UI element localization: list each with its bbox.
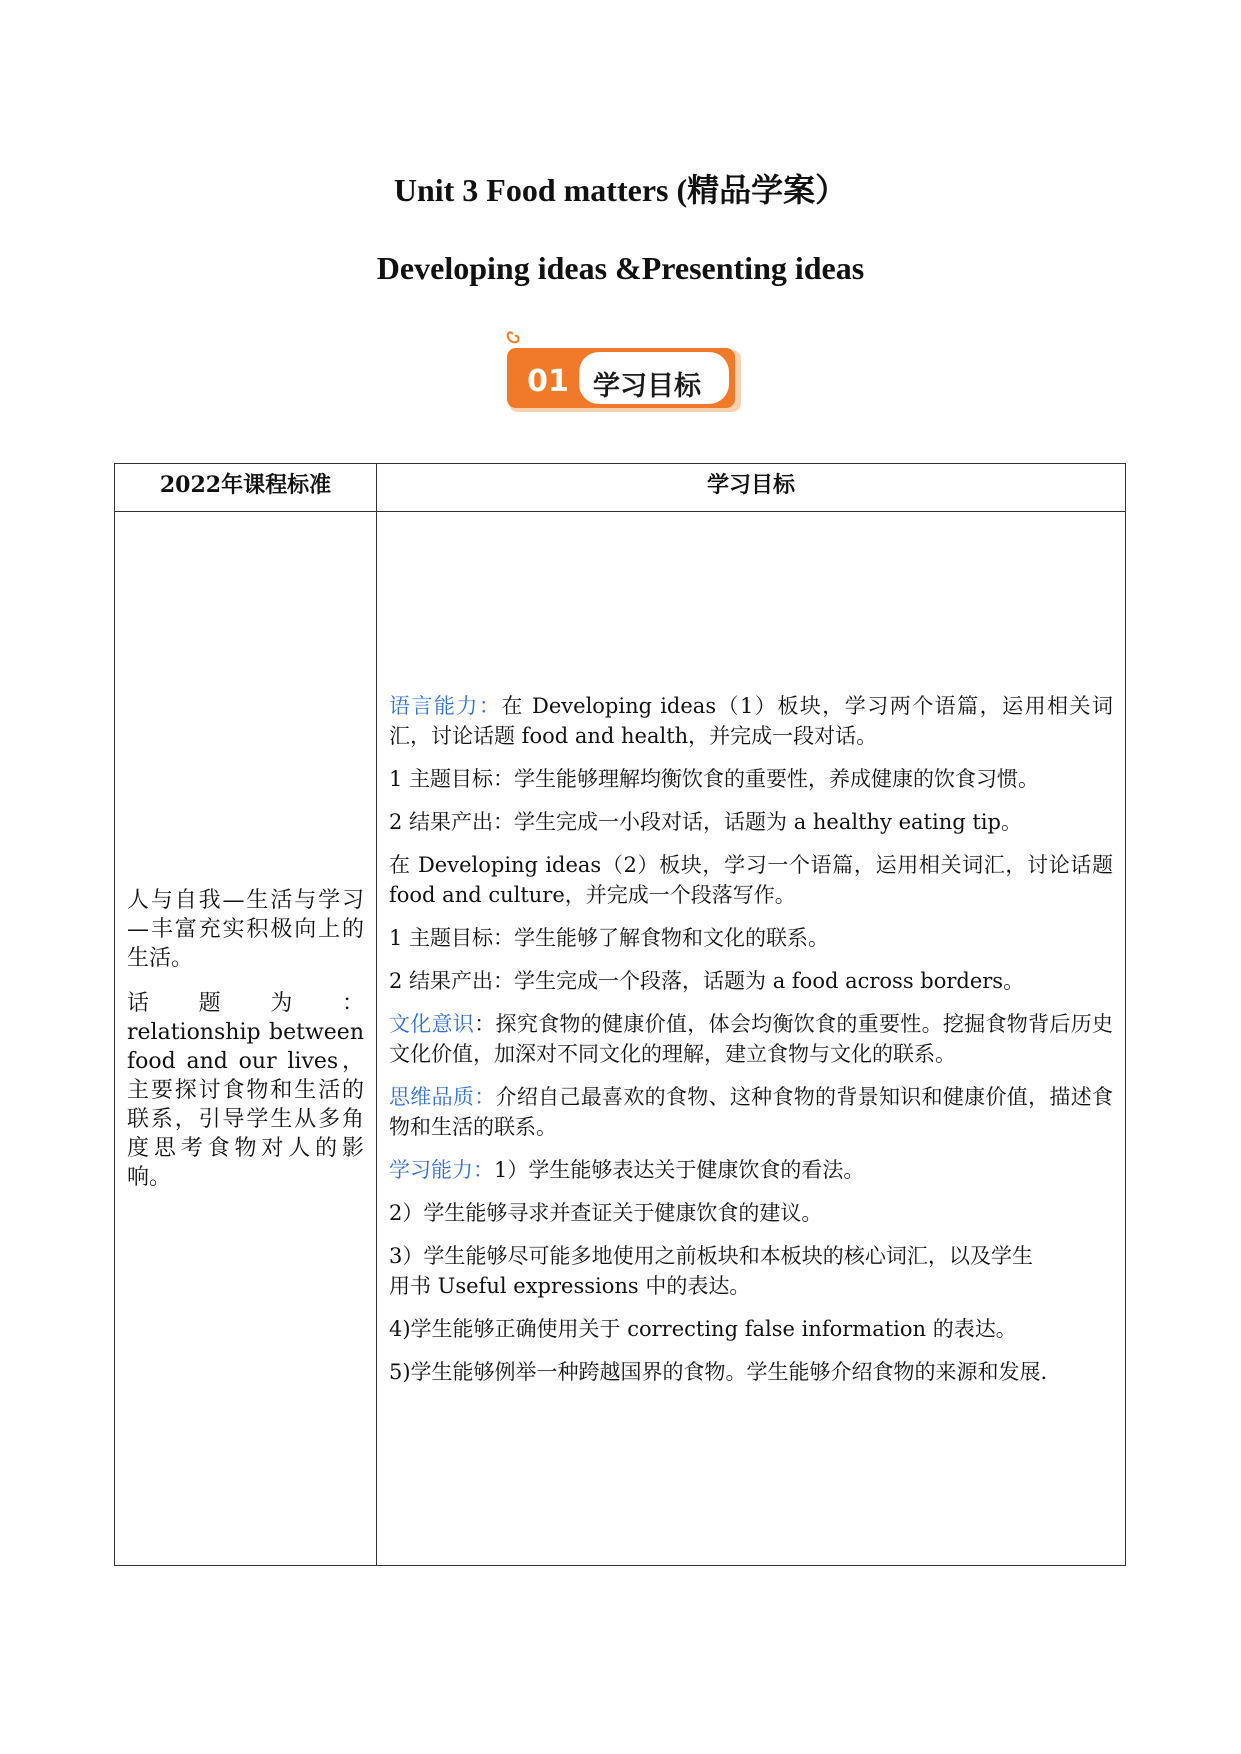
- col-header-standard: 2022年课程标准: [115, 464, 377, 512]
- objectives-cell: [377, 512, 1126, 1566]
- thinking-quality: [389, 1082, 1113, 1142]
- cultural-awareness-label: 文化意识: [389, 1011, 475, 1036]
- learning-item-5: 5)学生能够例举一种跨越国界的食物。学生能够介绍食物的来源和发展.: [389, 1359, 1048, 1384]
- learning-ability-label: 学习能力：: [389, 1157, 494, 1182]
- theme-goal-1: 1 主题目标：学生能够理解均衡饮食的重要性，养成健康的饮食习惯。: [389, 766, 1040, 791]
- developing-ideas-2: 在 Developing ideas（2）板块，学习一个语篇，运用相关词汇，讨论话题 food and culture，并完成一个段落写作。: [389, 852, 1113, 907]
- language-ability: [389, 691, 1113, 751]
- output-1: 2 结果产出：学生完成一小段对话，话题为 a healthy eating tip。: [389, 809, 1022, 834]
- col-header-objectives: 学习目标: [377, 464, 1126, 512]
- cultural-awareness-text: ：探究食物的健康价值，体会均衡饮食的重要性。挖掘食物背后历史文化价值，加深对不同文化的理解，建立食物与文化的联系。: [389, 1011, 1114, 1066]
- learning-item-4: 4)学生能够正确使用关于 correcting false information 的表达。: [389, 1316, 1017, 1341]
- learning-item-2: 2）学生能够寻求并查证关于健康饮食的建议。: [389, 1200, 823, 1225]
- language-ability-text: 在 Developing ideas（1）板块，学习两个语篇，运用相关词汇，讨论话题 food and health，并完成一段对话。: [389, 693, 1114, 748]
- standard-cell: [115, 512, 377, 1566]
- thinking-quality-text: 介绍自己最喜欢的食物、这种食物的背景知识和健康价值，描述食物和生活的联系。: [389, 1084, 1113, 1139]
- learning-ability-text: 1）学生能够表达关于健康饮食的看法。: [494, 1157, 865, 1182]
- objectives-table: [114, 463, 1126, 1566]
- section-badge: [505, 328, 745, 414]
- learning-item-3: 3）学生能够尽可能多地使用之前板块和本板块的核心词汇，以及学生用书 Useful expressions 中的表达。: [389, 1243, 1033, 1298]
- learning-ability: [389, 1155, 1113, 1185]
- cultural-awareness: [389, 1009, 1113, 1069]
- language-ability-label: 语言能力：: [389, 693, 502, 718]
- page-subtitle: Developing ideas &Presenting ideas: [376, 250, 865, 286]
- badge-label: 学习目标: [593, 371, 701, 402]
- thinking-quality-label: 思维品质：: [389, 1084, 496, 1109]
- page-title: Unit 3 Food matters (精品学案）: [393, 172, 848, 208]
- output-2: 2 结果产出：学生完成一个段落，话题为 a food across borders。: [389, 968, 1025, 993]
- table-row: [115, 512, 1126, 1566]
- topic-text: relationship between food and our lives，主要探讨食物和生活的联系，引导学生从多角度思考食物对人的影响。: [127, 1019, 364, 1190]
- theme-text: 人与自我—生活与学习—丰富充实积极向上的生活。: [127, 887, 364, 971]
- table-header-row: [115, 464, 1126, 512]
- theme-goal-2: 1 主题目标：学生能够了解食物和文化的联系。: [389, 925, 830, 950]
- topic-label: 话 题 为 ：: [127, 990, 364, 1016]
- badge-number: 01: [527, 364, 569, 399]
